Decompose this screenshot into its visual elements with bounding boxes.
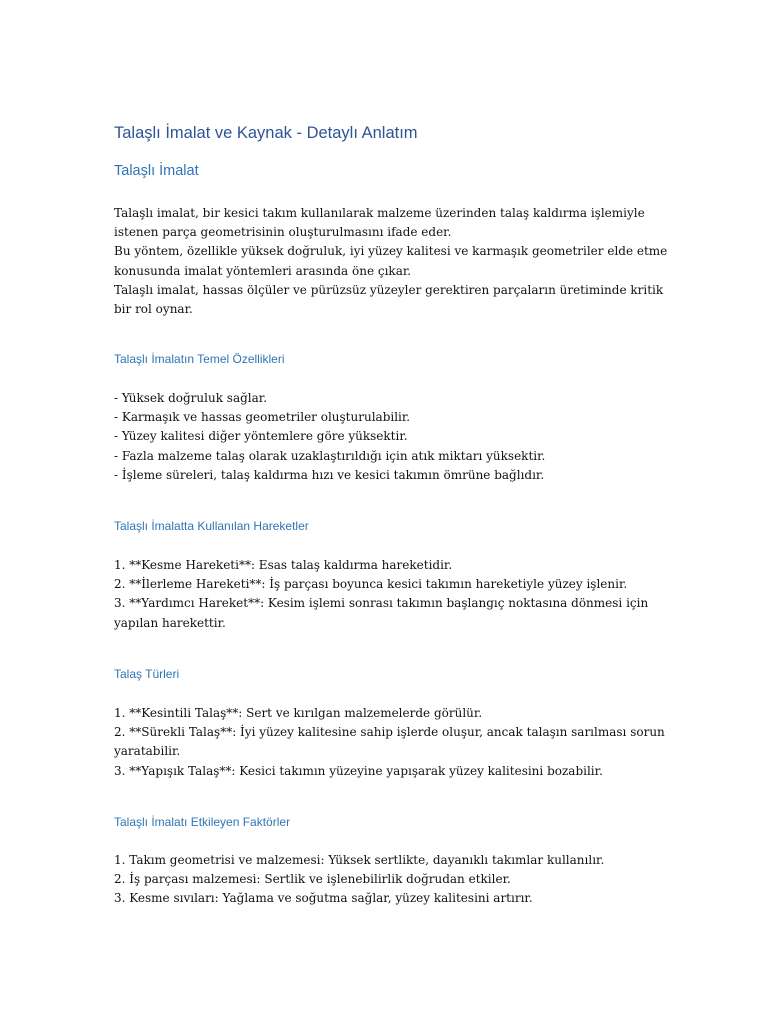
main-heading: Talaşlı İmalat <box>114 163 199 179</box>
section-heading-chip-types: Talaş Türleri <box>114 667 180 681</box>
section-heading-movements: Talaşlı İmalatta Kullanılan Hareketler <box>114 519 309 533</box>
list-item: 1. Takım geometrisi ve malzemesi: Yüksek sertlikte, dayanıklı takımlar kullanılır. <box>114 853 605 867</box>
list-item: 2. **Sürekli Talaş**: İyi yüzey kalitesine sahip işlerde oluşur, ancak talaşın sarılması sorun <box>114 725 665 740</box>
movements-list <box>114 556 654 633</box>
intro-line: Talaşlı imalat, bir kesici takım kullanılarak malzeme üzerinden talaş kaldırma işlemiyle <box>114 206 645 220</box>
intro-line: istenen parça geometrisinin oluşturulmasını ifade eder. <box>114 225 452 240</box>
list-item: 3. **Yapışık Talaş**: Kesici takımın yüzeyine yapışarak yüzey kalitesini bozabilir. <box>114 763 603 778</box>
intro-paragraph <box>114 204 668 319</box>
list-item: 2. **İlerleme Hareketi**: İş parçası boyunca kesici takımın hareketiyle yüzey işlenir. <box>114 577 628 592</box>
chip-types-list <box>114 704 665 781</box>
list-item: 3. **Yardımcı Hareket**: Kesim işlemi sonrası takımın başlangıç noktasına dönmesi için <box>114 596 649 611</box>
list-item: 3. Kesme sıvıları: Yağlama ve soğutma sağlar, yüzey kalitesini artırır. <box>114 891 533 906</box>
factors-list <box>114 851 654 909</box>
document-title: Talaşlı İmalat ve Kaynak - Detaylı Anlatım <box>114 124 418 142</box>
list-item: 2. İş parçası malzemesi: Sertlik ve işlenebilirlik doğrudan etkiler. <box>114 872 511 887</box>
intro-line: bir rol oynar. <box>114 302 193 317</box>
list-item: yaratabilir. <box>114 744 181 759</box>
section-heading-factors: Talaşlı İmalatı Etkileyen Faktörler <box>114 815 291 829</box>
list-item: 1. **Kesintili Talaş**: Sert ve kırılgan malzemelerde görülür. <box>114 706 483 720</box>
intro-line: Talaşlı imalat, hassas ölçüler ve pürüzsüz yüzeyler gerektiren parçaların üretiminde kritik <box>114 282 664 297</box>
list-item: yapılan harekettir. <box>114 615 226 630</box>
list-item: - Fazla malzeme talaş olarak uzaklaştırıldığı için atık miktarı yüksektir. <box>114 448 546 463</box>
list-item: - Yüksek doğruluk sağlar. <box>114 391 268 405</box>
list-item: 1. **Kesme Hareketi**: Esas talaş kaldırma hareketidir. <box>114 558 453 572</box>
list-item: - Karmaşık ve hassas geometriler oluşturulabilir. <box>114 410 411 425</box>
list-item: - İşleme süreleri, talaş kaldırma hızı ve kesici takımın ömrüne bağlıdır. <box>114 467 545 482</box>
section-heading-features: Talaşlı İmalatın Temel Özellikleri <box>114 352 285 366</box>
features-list <box>114 389 654 485</box>
intro-line: Bu yöntem, özellikle yüksek doğruluk, iyi yüzey kalitesi ve karmaşık geometriler elde etme <box>114 244 668 259</box>
intro-line: konusunda imalat yöntemleri arasında öne çıkar. <box>114 263 412 278</box>
list-item: - Yüzey kalitesi diğer yöntemlere göre yüksektir. <box>114 429 408 444</box>
